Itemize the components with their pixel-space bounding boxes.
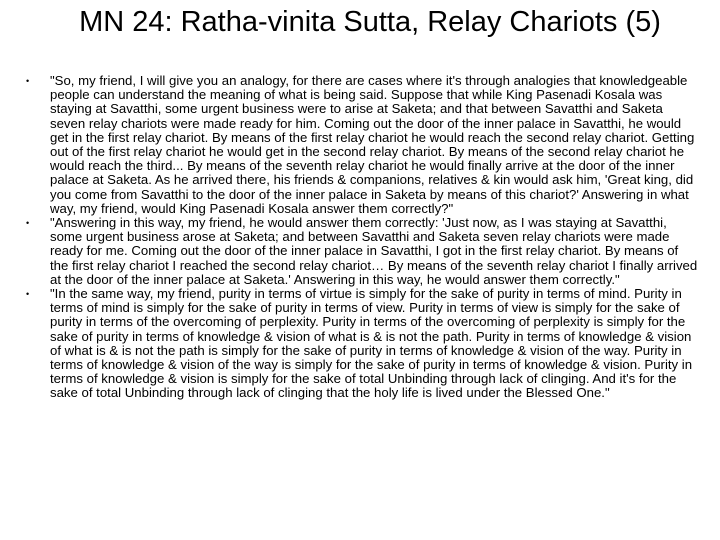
bullet-icon: • — [26, 76, 30, 86]
bullet-icon: • — [26, 218, 30, 229]
paragraph-analogy — [26, 74, 698, 216]
bullet-icon: • — [26, 289, 30, 300]
bullet-list — [26, 74, 698, 401]
slide-title: MN 24: Ratha-vinita Sutta, Relay Chariots (5) — [79, 6, 661, 38]
paragraph-answer — [26, 216, 698, 287]
paragraph-purity — [26, 287, 698, 401]
paragraph-text: "So, my friend, I will give you an analogy, for there are cases where it's through analogies that knowledgeable people can understand the meaning of what is being said. Suppose that while King Pasenadi Kosala was staying at Savatthi, some urgent business were to arise at Saketa; and that between Savatthi and Saketa seven relay chariots were made ready for him. Coming out the door of the inner palace in Savatthi, he would get in the first relay chariot. By means of the first relay chariot he would reach the second relay chariot. Getting out of the first relay chariot he would get in the second relay chariot. By means of the second relay chariot he would reach the third... By means of the seventh relay chariot he would finally arrive at the door of the inner palace at Saketa. As he arrived there, his friends & companions, relatives & kin would ask him, 'Great king, did you come from Savatthi to the door of the inner palace in Saketa by means of this chariot?' Answering in what way, my friend, would King Pasenadi Kosala answer them correctly?" — [50, 73, 695, 216]
paragraph-text: "Answering in this way, my friend, he would answer them correctly: 'Just now, as I was staying at Savatthi, some urgent business arose at Saketa; and between Savatthi and Saketa seven relay chariots were made ready for me. Coming out the door of the inner palace in Savatthi, I got in the first relay chariot. By means of the first relay chariot I reached the second relay chariot… By means of the seventh relay chariot I finally arrived at the door of the inner palace at Saketa.' Answering in this way, he would answer them correctly." — [50, 215, 698, 287]
paragraph-text: "In the same way, my friend, purity in terms of virtue is simply for the sake of purity in terms of mind. Purity in terms of mind is simply for the sake of purity in terms of view. Purity in terms of view is simply for the sake of purity in terms of the overcoming of perplexity. Purity in terms of the overcoming of perplexity is simply for the sake of purity in terms of knowledge & vision of what is & is not the path. Purity in terms of knowledge & vision of what is & is not the path is simply for the sake of purity in terms of knowledge & vision of the way. Purity in terms of knowledge & vision of the way is simply for the sake of purity in terms of knowledge & vision. Purity in terms of knowledge & vision is simply for the sake of total Unbinding through lack of clinging. And it's for the sake of total Unbinding through lack of clinging that the holy life is lived under the Blessed One." — [50, 286, 693, 401]
